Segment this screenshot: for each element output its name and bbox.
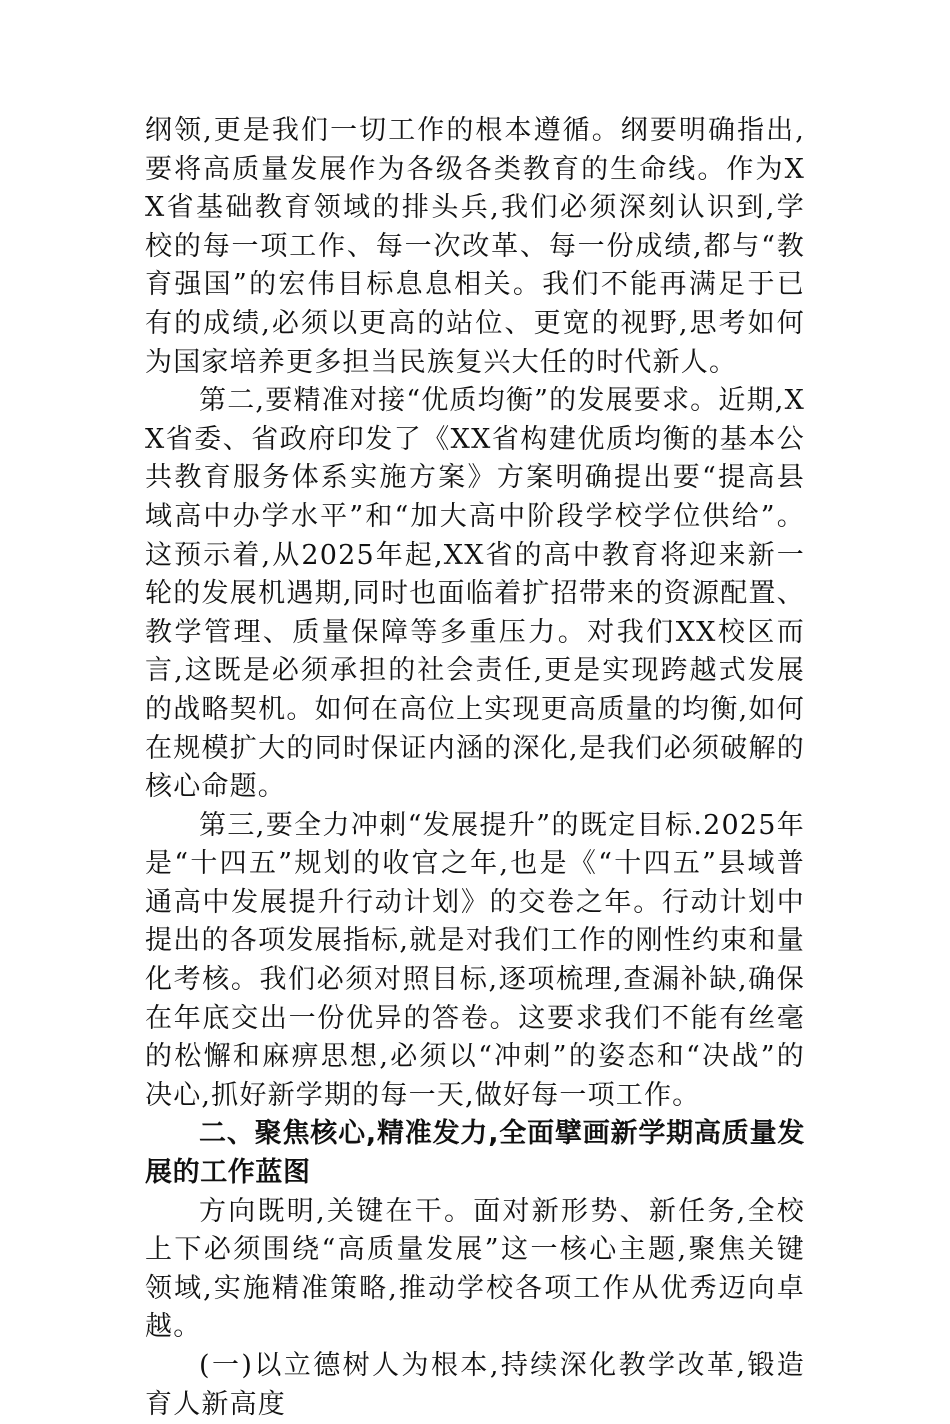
- subsection-heading-1: (一)以立德树人为根本,持续深化教学改革,锻造育人新高度: [145, 1350, 805, 1420]
- document-body: [145, 112, 805, 1424]
- body-paragraph-4: 方向既明,关键在干。面对新形势、新任务,全校上下必须围绕“高质量发展”这一核心主题,聚焦关键领域,实施精准策略,推动学校各项工作从优秀迈向卓越。: [145, 1195, 805, 1343]
- body-paragraph-1: 纲领,更是我们一切工作的根本遵循。纲要明确指出,要将高质量发展作为各级各类教育的生命线。作为XX省基础教育领域的排头兵,我们必须深刻认识到,学校的每一项工作、每一次改革、每一份成绩,都与“教育强国”的宏伟目标息息相关。我们不能再满足于已有的成绩,必须以更高的站位、更宽的视野,思考如何为国家培养更多担当民族复兴大任的时代新人。: [145, 115, 805, 378]
- body-paragraph-2: 第二,要精准对接“优质均衡”的发展要求。近期,XX省委、省政府印发了《XX省构建优质均衡的基本公共教育服务体系实施方案》方案明确提出要“提高县域高中办学水平”和“加大高中阶段学校学位供给”。这预示着,从2025年起,XX省的高中教育将迎来新一轮的发展机遇期,同时也面临着扩招带来的资源配置、教学管理、质量保障等多重压力。对我们XX校区而言,这既是必须承担的社会责任,更是实现跨越式发展的战略契机。如何在高位上实现更高质量的均衡,如何在规模扩大的同时保证内涵的深化,是我们必须破解的核心命题。: [145, 385, 805, 803]
- body-paragraph-3: 第三,要全力冲刺“发展提升”的既定目标.2025年是“十四五”规划的收官之年,也是《“十四五”县域普通高中发展提升行动计划》的交卷之年。行动计划中提出的各项发展指标,就是对我们工作的刚性约束和量化考核。我们必须对照目标,逐项梳理,查漏补缺,确保在年底交出一份优异的答卷。这要求我们不能有丝毫的松懈和麻痹思想,必须以“冲刺”的姿态和“决战”的决心,抓好新学期的每一天,做好每一项工作。: [145, 809, 805, 1111]
- section-heading-2: 二、聚焦核心,精准发力,全面擘画新学期高质量发展的工作蓝图: [145, 1118, 805, 1189]
